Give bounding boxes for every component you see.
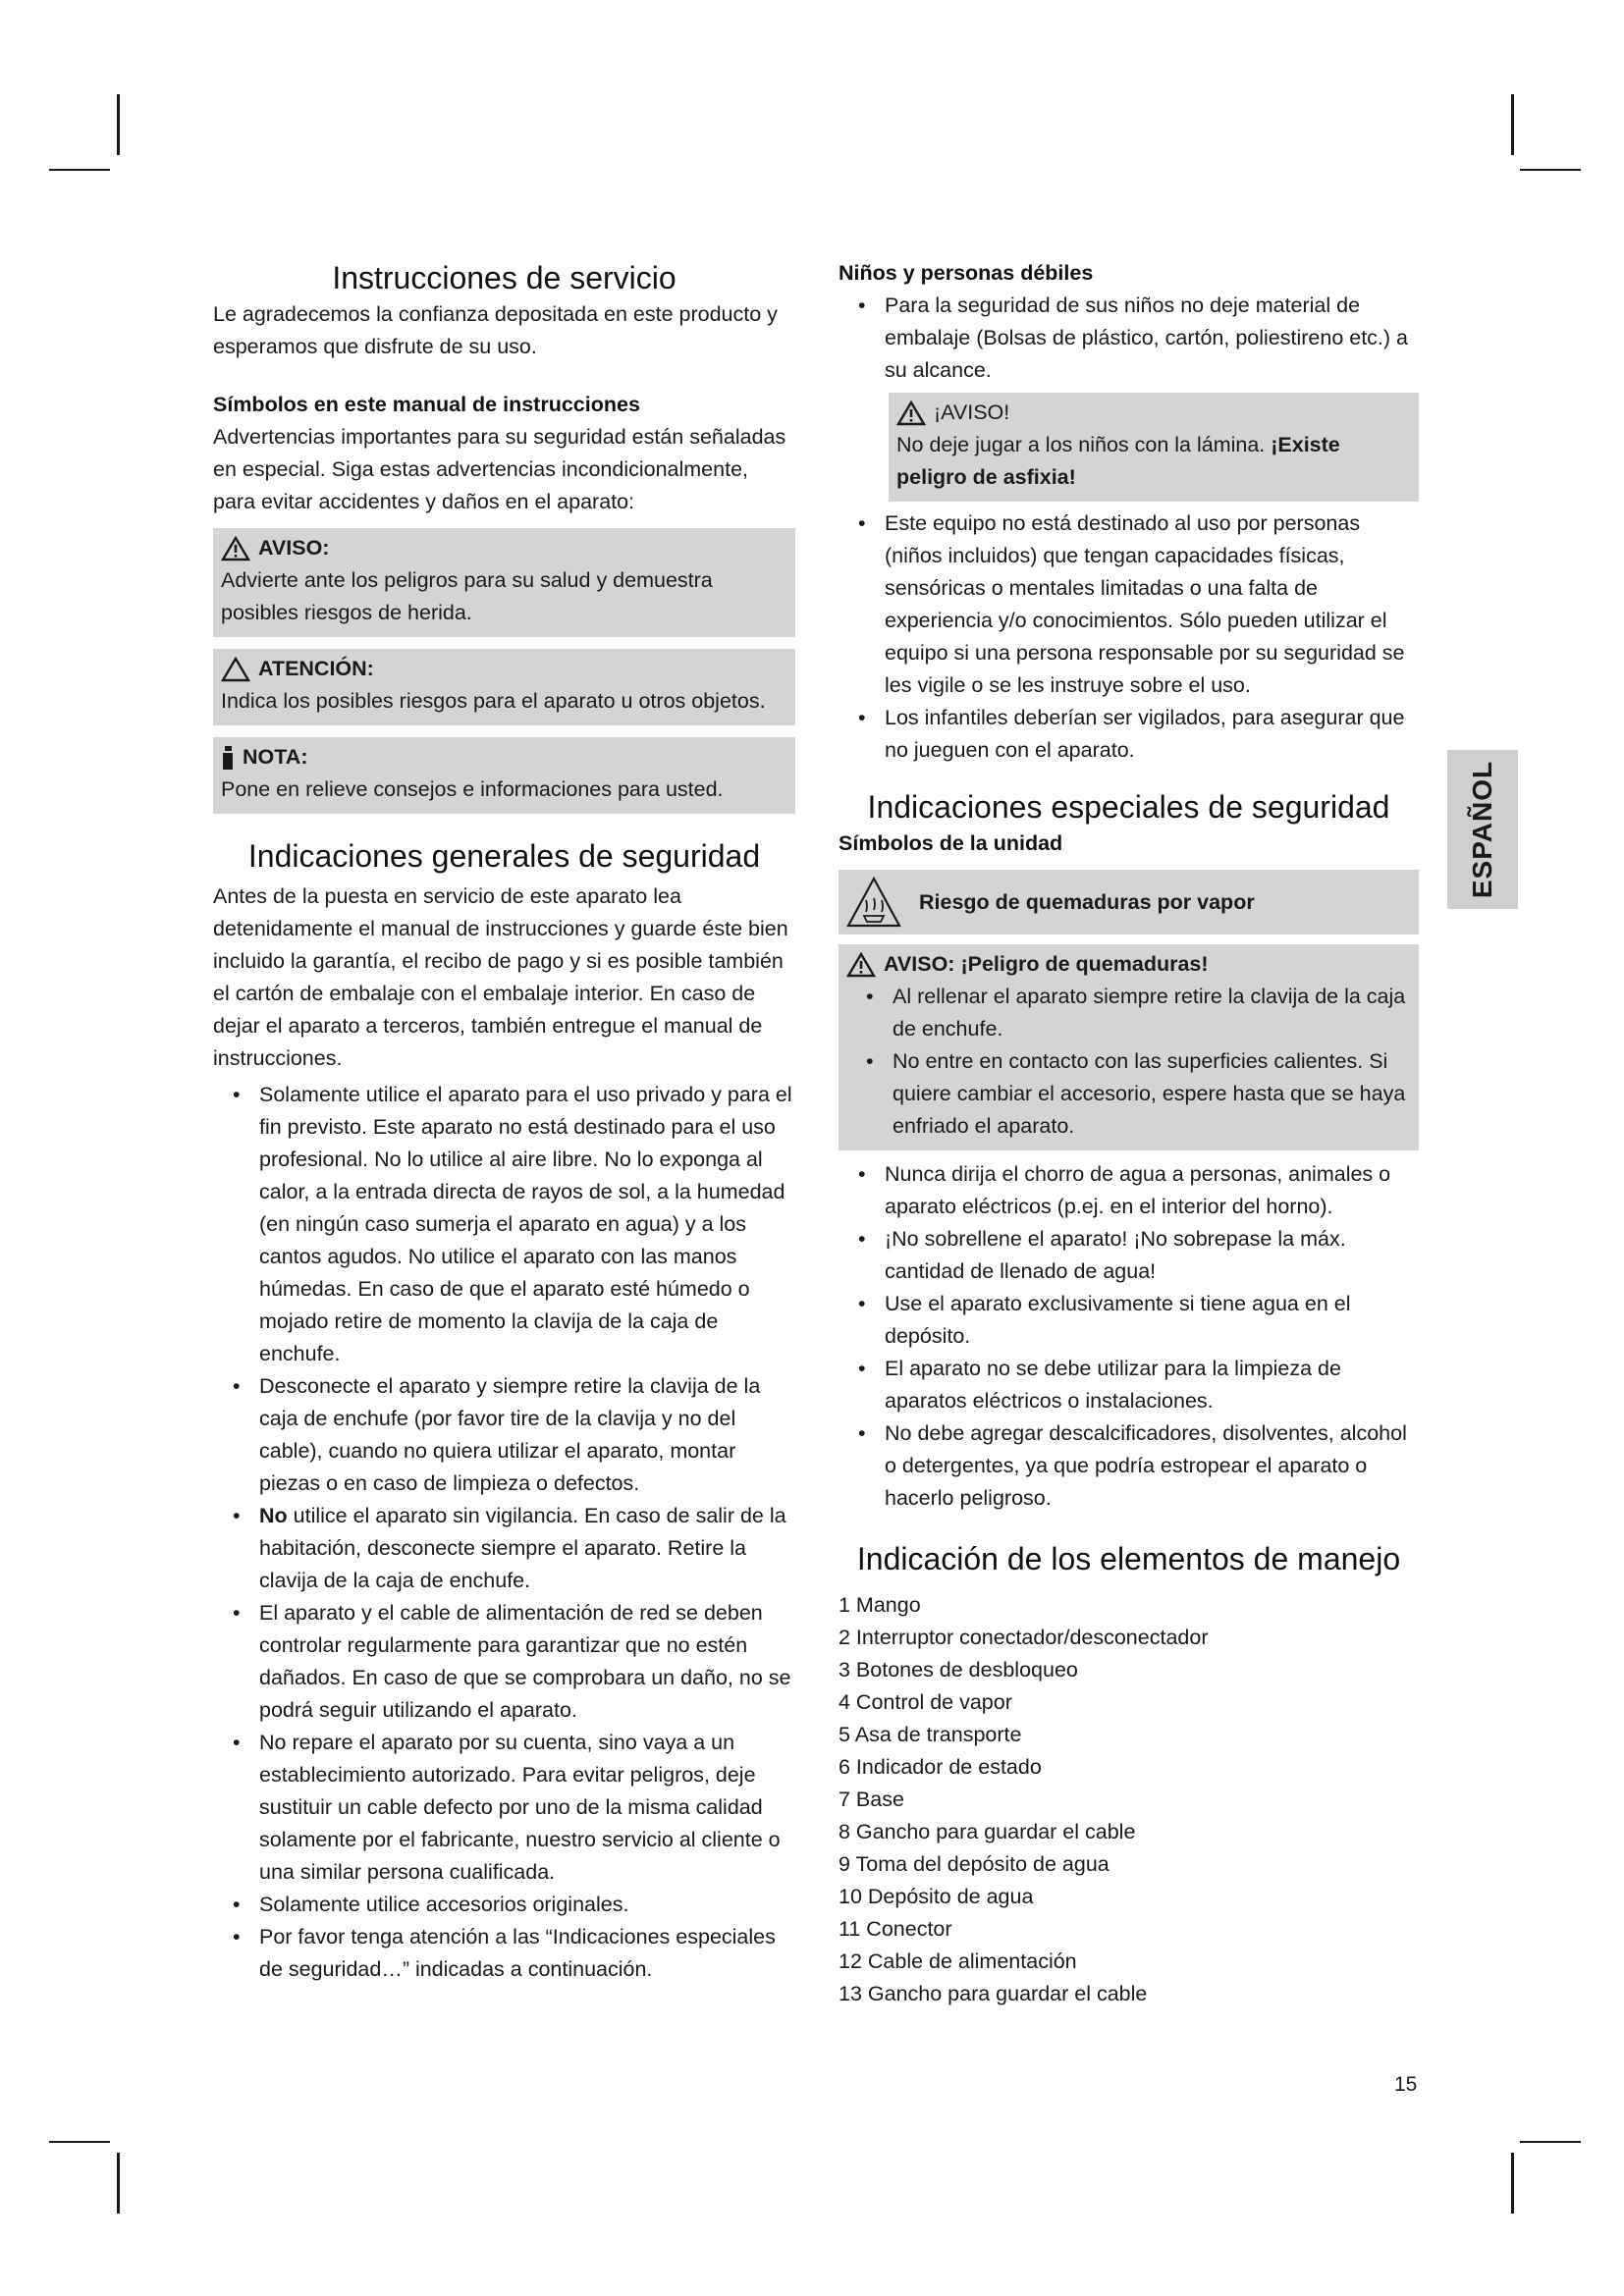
general-safety-title: Indicaciones generales de seguridad bbox=[247, 838, 761, 874]
crop-mark bbox=[117, 94, 120, 155]
list-item: 8 Gancho para guardar el cable bbox=[839, 1820, 1136, 1843]
page-number: 15 bbox=[1394, 2073, 1418, 2096]
list-item: • No repare el aparato por su cuenta, sino vaya a un establecimiento autorizado. Para evitar peligros, deje sustituir un cable defecto por uno de la misma calidad solamente por el fabricante, nuestro servicio al cliente o una similar persona cualificada. bbox=[213, 1727, 795, 1889]
list-item: • Use el aparato exclusivamente si tiene agua en el depósito. bbox=[839, 1288, 1419, 1353]
list-item: • No entre en contacto con las superficies calientes. Si quiere cambiar el accesorio, espere hasta que se haya enfriado el aparato. bbox=[846, 1045, 1411, 1143]
list-item: 7 Base bbox=[839, 1788, 904, 1811]
list-item: • Desconecte el aparato y siempre retire la clavija de la caja de enchufe (por favor tire de la clavija y no del cable), cuando no quiera utilizar el aparato, montar piezas o en caso de limpieza o defectos. bbox=[213, 1370, 795, 1500]
burn-bullets bbox=[846, 981, 1411, 1143]
warning-icon bbox=[221, 536, 250, 561]
crop-mark bbox=[117, 2153, 120, 2214]
nota-box bbox=[213, 737, 795, 814]
list-item: • Para la seguridad de sus niños no deje material de embalaje (Bolsas de plástico, cartón, poliestireno etc.) a su alcance. bbox=[839, 290, 1419, 387]
general-intro: Antes de la puesta en servicio de este aparato lea detenidamente el manual de instrucciones y guarde éste bien incluido la garantía, el recibo de pago y si es posible también el cartón de embalaje con el embalaje interior. En caso de dejar el aparato a terceros, también entregue el manual de instrucciones. bbox=[213, 884, 788, 1070]
list-item: 3 Botones de desbloqueo bbox=[839, 1658, 1078, 1682]
controls-list bbox=[839, 1589, 1419, 2010]
list-item: 1 Mango bbox=[839, 1593, 921, 1617]
list-item: • ¡No sobrellene el aparato! ¡No sobrepase la máx. cantidad de llenado de agua! bbox=[839, 1223, 1419, 1288]
aviso-box bbox=[213, 528, 795, 637]
language-tab-label: ESPAÑOL bbox=[1467, 760, 1497, 899]
warning-icon bbox=[896, 400, 926, 426]
nota-text: Pone en relieve consejos e informaciones para usted. bbox=[221, 777, 724, 801]
list-item: 4 Control de vapor bbox=[839, 1690, 1012, 1714]
list-item: • Este equipo no está destinado al uso por personas (niños incluidos) que tengan capacidades físicas, sensóricas o mentales limitadas o una falta de experiencia y/o conocimientos. Sólo pueden utilizar el equipo si una persona responsable por su seguridad se les vigile o se les instruye sobre el uso. bbox=[839, 507, 1419, 702]
list-item: 10 Depósito de agua bbox=[839, 1885, 1034, 1908]
list-item: • No utilice el aparato sin vigilancia. En caso de salir de la habitación, desconecte siempre el aparato. Retire la clavija de la caja de enchufe. bbox=[213, 1500, 795, 1597]
language-tab bbox=[1447, 750, 1518, 909]
nota-label: NOTA: bbox=[243, 745, 308, 769]
list-item: 9 Toma del depósito de agua bbox=[839, 1852, 1110, 1876]
symbols-text: Advertencias importantes para su seguridad están señaladas en especial. Siga estas advertencias incondicionalmente, para evitar accidentes y daños en el aparato: bbox=[213, 425, 786, 513]
crop-mark bbox=[1520, 169, 1581, 171]
list-item: • Solamente utilice accesorios originales. bbox=[213, 1889, 795, 1921]
list-item: 2 Interruptor conectador/desconectador bbox=[839, 1626, 1209, 1649]
left-column bbox=[213, 257, 795, 1986]
list-item: • El aparato y el cable de alimentación de red se deben controlar regularmente para garantizar que no estén dañados. En caso de que se comprobara un daño, no se podrá seguir utilizando el aparato. bbox=[213, 1597, 795, 1727]
special-safety-title: Indicaciones especiales de seguridad bbox=[867, 789, 1390, 825]
children-bullets bbox=[839, 290, 1419, 387]
special-bullets bbox=[839, 1158, 1419, 1515]
list-item: 13 Gancho para guardar el cable bbox=[839, 1982, 1148, 2005]
list-item: • Por favor tenga atención a las “Indicaciones especiales de seguridad…” indicadas a continuación. bbox=[213, 1921, 795, 1986]
atencion-label: ATENCIÓN: bbox=[258, 657, 374, 680]
aviso-asfixia-box bbox=[889, 393, 1419, 502]
burn-warning-box bbox=[839, 944, 1419, 1150]
info-icon bbox=[221, 746, 235, 770]
crop-mark bbox=[1520, 2141, 1581, 2143]
aviso-asfixia-label: ¡AVISO! bbox=[934, 400, 1010, 424]
crop-mark bbox=[49, 2141, 110, 2143]
list-item: • No debe agregar descalcificadores, disolventes, alcohol o detergentes, ya que podría estropear el aparato o hacerlo peligroso. bbox=[839, 1417, 1419, 1515]
crop-mark bbox=[49, 169, 110, 171]
atencion-box bbox=[213, 649, 795, 725]
list-item: • Al rellenar el aparato siempre retire la clavija de la caja de enchufe. bbox=[846, 981, 1411, 1045]
atencion-text: Indica los posibles riesgos para el aparato u otros objetos. bbox=[221, 689, 766, 713]
controls-title: Indicación de los elementos de manejo bbox=[856, 1541, 1401, 1576]
general-bullets bbox=[213, 1079, 795, 1986]
list-item: • Solamente utilice el aparato para el uso privado y para el fin previsto. Este aparato no está destinado para el uso profesional. No lo utilice al aire libre. No lo exponga al calor, a la entrada directa de rayos de sol, a la humedad (en ningún caso sumerja el aparato en agua) y a los cantos agudos. No utilice el aparato con las manos húmedas. En caso de que el aparato esté húmedo o mojado retire de momento la clavija de la caja de enchufe. bbox=[213, 1079, 795, 1370]
list-item: 12 Cable de alimentación bbox=[839, 1949, 1077, 1973]
children-heading: Niños y personas débiles bbox=[839, 261, 1094, 285]
list-item: 11 Conector bbox=[839, 1917, 952, 1941]
unit-symbols-heading: Símbolos de la unidad bbox=[839, 831, 1063, 855]
aviso-asfixia-text: No deje jugar a los niños con la lámina. ¡Existe peligro de asfixia! bbox=[896, 433, 1340, 489]
list-item: 5 Asa de transporte bbox=[839, 1723, 1022, 1746]
list-item: • Nunca dirija el chorro de agua a personas, animales o aparato eléctricos (p.ej. en el interior del horno). bbox=[839, 1158, 1419, 1223]
page-title: Instrucciones de servicio bbox=[332, 260, 677, 295]
intro-text: Le agradecemos la confianza depositada en este producto y esperamos que disfrute de su uso. bbox=[213, 302, 778, 358]
aviso-text: Advierte ante los peligros para su salud y demuestra posibles riesgos de herida. bbox=[221, 568, 713, 624]
symbols-heading: Símbolos en este manual de instrucciones bbox=[213, 393, 640, 416]
steam-hazard-label: Riesgo de quemaduras por vapor bbox=[919, 889, 1255, 914]
crop-mark bbox=[1511, 2153, 1514, 2214]
children-bullets-2 bbox=[839, 507, 1419, 767]
list-item: • Los infantiles deberían ser vigilados, para asegurar que no jueguen con el aparato. bbox=[839, 702, 1419, 767]
crop-mark bbox=[1511, 94, 1514, 155]
right-column bbox=[839, 257, 1419, 2010]
list-item: • El aparato no se debe utilizar para la limpieza de aparatos eléctricos o instalaciones. bbox=[839, 1353, 1419, 1417]
burn-warning-label: AVISO: ¡Peligro de quemaduras! bbox=[884, 952, 1209, 976]
aviso-label: AVISO: bbox=[258, 536, 330, 560]
caution-icon bbox=[221, 657, 250, 682]
steam-burn-icon bbox=[846, 875, 901, 930]
list-item: 6 Indicador de estado bbox=[839, 1755, 1042, 1779]
steam-hazard-box bbox=[839, 870, 1419, 934]
warning-icon bbox=[846, 952, 876, 978]
